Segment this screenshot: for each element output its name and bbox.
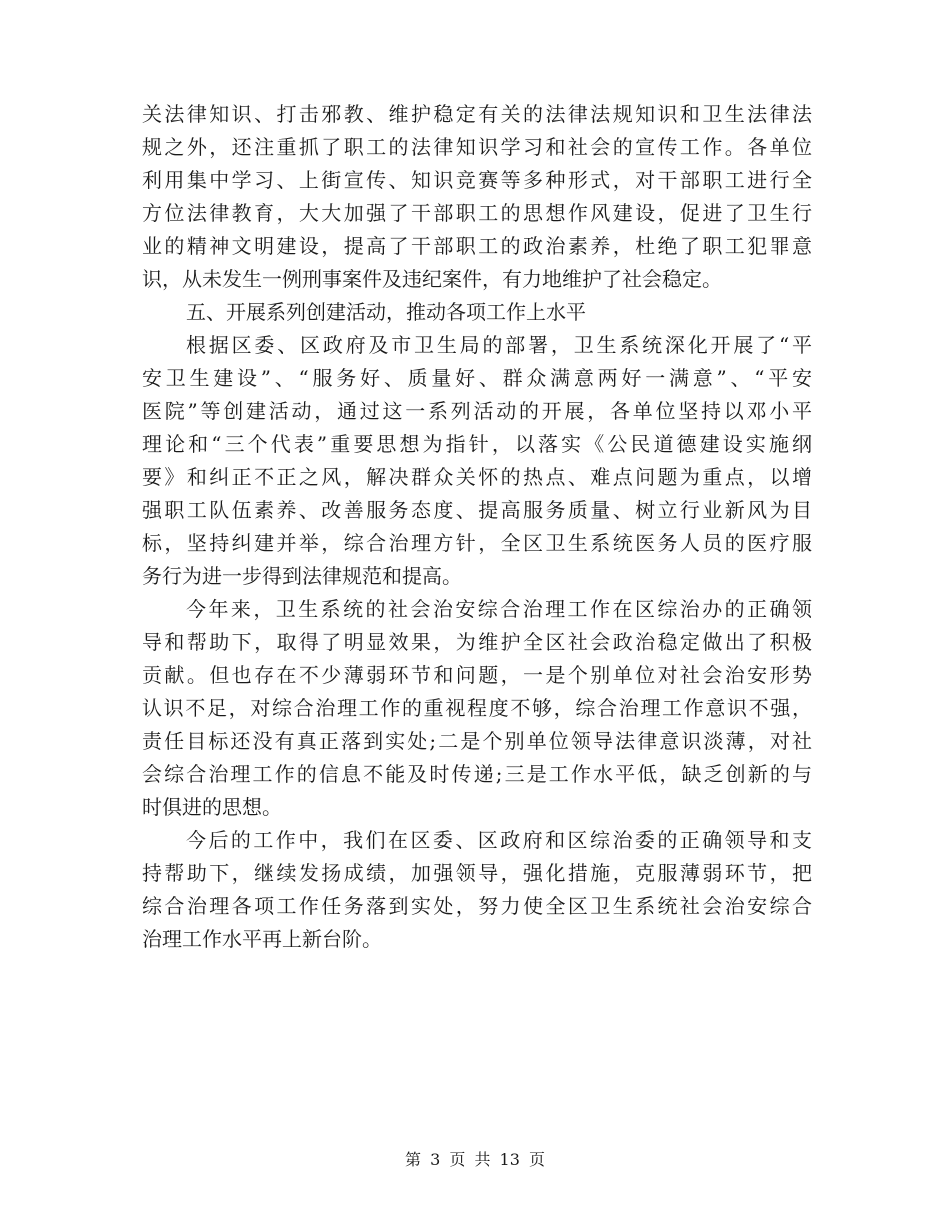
- text-line: 持帮助下，继续发扬成绩，加强领导，强化措施，克服薄弱环节，把: [142, 861, 812, 885]
- text-line: 关法律知识、打击邪教、维护稳定有关的法律法规知识和卫生法律法: [142, 102, 812, 126]
- text-line: 务行为进一步得到法律规范和提高。: [142, 564, 462, 588]
- text-line: 方位法律教育，大大加强了干部职工的思想作风建设，促进了卫生行: [142, 201, 812, 225]
- text-line: 标，坚持纠建并举，综合治理方针，全区卫生系统医务人员的医疗服: [142, 531, 812, 555]
- text-line: 识，从未发生一例刑事案件及违纪案件，有力地维护了社会稳定。: [142, 267, 722, 291]
- text-line: 要》和纠正不正之风，解决群众关怀的热点、难点问题为重点，以增: [142, 465, 812, 489]
- text-line: 时俱进的思想。: [142, 795, 282, 819]
- text-line: 今后的工作中，我们在区委、区政府和区综治委的正确领导和支: [186, 828, 812, 852]
- text-line: 五、开展系列创建活动，推动各项工作上水平: [186, 300, 586, 324]
- text-line: 强职工队伍素养、改善服务态度、提高服务质量、树立行业新风为目: [142, 498, 812, 522]
- page-footer: 第 3 页 共 13 页: [405, 1150, 545, 1169]
- text-line: 今年来，卫生系统的社会治安综合治理工作在区综治办的正确领: [186, 597, 812, 621]
- text-line: 利用集中学习、上街宣传、知识竞赛等多种形式，对干部职工进行全: [142, 168, 812, 192]
- document-body: [142, 98, 812, 956]
- text-line: 综合治理各项工作任务落到实处，努力使全区卫生系统社会治安综合: [142, 894, 812, 918]
- text-line: 业的精神文明建设，提高了干部职工的政治素养，杜绝了职工犯罪意: [142, 234, 812, 258]
- text-line: 理论和“三个代表”重要思想为指针，以落实《公民道德建设实施纲: [142, 432, 812, 456]
- text-line: 安卫生建设”、“服务好、质量好、群众满意两好一满意”、“平安: [142, 366, 812, 390]
- text-line: 治理工作水平再上新台阶。: [142, 927, 382, 951]
- text-line: 责任目标还没有真正落到实处;二是个别单位领导法律意识淡薄，对社: [142, 729, 812, 753]
- text-line: 贡献。但也存在不少薄弱环节和问题，一是个别单位对社会治安形势: [142, 663, 812, 687]
- text-line: 导和帮助下，取得了明显效果，为维护全区社会政治稳定做出了积极: [142, 630, 812, 654]
- text-line: 医院”等创建活动，通过这一系列活动的开展，各单位坚持以邓小平: [142, 399, 812, 423]
- text-line: 根据区委、区政府及市卫生局的部署，卫生系统深化开展了“平: [186, 333, 812, 357]
- text-line: 规之外，还注重抓了职工的法律知识学习和社会的宣传工作。各单位: [142, 135, 812, 159]
- text-line: 会综合治理工作的信息不能及时传递;三是工作水平低，缺乏创新的与: [142, 762, 812, 786]
- text-line: 认识不足，对综合治理工作的重视程度不够，综合治理工作意识不强，: [142, 696, 812, 720]
